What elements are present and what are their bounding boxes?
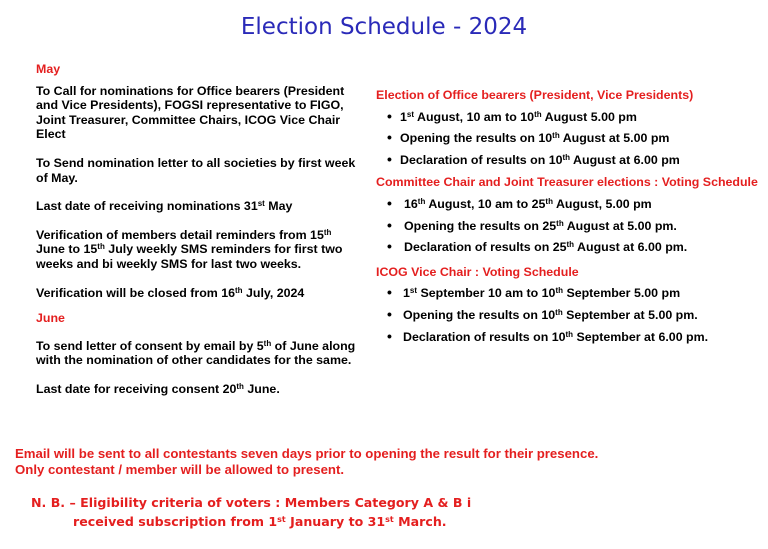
may-paragraph-2: To Send nomination letter to all societies by first week of May. [36,155,356,185]
icog-list [376,286,761,344]
list-item: • Declaration of results on 10th August at 6.00 pm [376,153,761,168]
june-paragraph-2: Last date for receiving consent 20th June. [36,381,280,396]
committee-heading: Committee Chair and Joint Treasurer elections : Voting Schedule [376,175,758,190]
list-item: • 1st August, 10 am to 10th August 5.00 pm [376,110,761,125]
june-heading: June [36,311,65,326]
june-paragraph-1: To send letter of consent by email by 5th of June along with the nomination of other candidates for the same. [36,338,356,368]
nb-line-2: received subscription from 1st January to 31st March. [73,514,447,529]
may-paragraph-1: To Call for nominations for Office bearers (President and Vice Presidents), FOGSI representative to FIGO, Joint Treasurer, Committee Chairs, ICOG Vice Chair Elect [36,83,345,142]
list-item: • 16th August, 10 am to 25th August, 5.00 pm [376,197,761,212]
may-paragraph-4: Verification of members detail reminders from 15th June to 15th July weekly SMS reminders for first two weeks and bi weekly SMS for last two weeks. [36,227,343,271]
email-note-line-2: Only contestant / member will be allowed to present. [15,462,345,477]
may-paragraph-3: Last date of receiving nominations 31st May [36,199,293,214]
email-note [15,446,598,478]
office-bearers-list [376,110,761,168]
nb-line-1: N. B. – Eligibility criteria of voters : Members Category A & B i [31,495,472,510]
office-bearers-heading: Election of Office bearers (President, Vice Presidents) [376,88,694,102]
list-item: • Opening the results on 10th September at 5.00 pm. [376,308,761,323]
committee-list [376,197,761,255]
list-item: • Opening the results on 25th August at 5.00 pm. [376,219,761,234]
may-heading: May [36,62,61,76]
list-item: • Declaration of results on 10th September at 6.00 pm. [376,330,761,345]
list-item: • 1st September 10 am to 10th September 5.00 pm [376,286,761,301]
left-column [36,62,356,397]
nb-note [31,493,471,531]
page-title: Election Schedule - 2024 [240,14,528,40]
icog-heading: ICOG Vice Chair : Voting Schedule [376,264,579,279]
right-column [376,88,761,344]
list-item: • Declaration of results on 25th August at 6.00 pm. [376,240,761,255]
list-item: • Opening the results on 10th August at 5.00 pm [376,131,761,146]
email-note-line-1: Email will be sent to all contestants seven days prior to opening the result for their presence. [15,446,599,461]
may-paragraph-5: Verification will be closed from 16th July, 2024 [36,285,305,300]
